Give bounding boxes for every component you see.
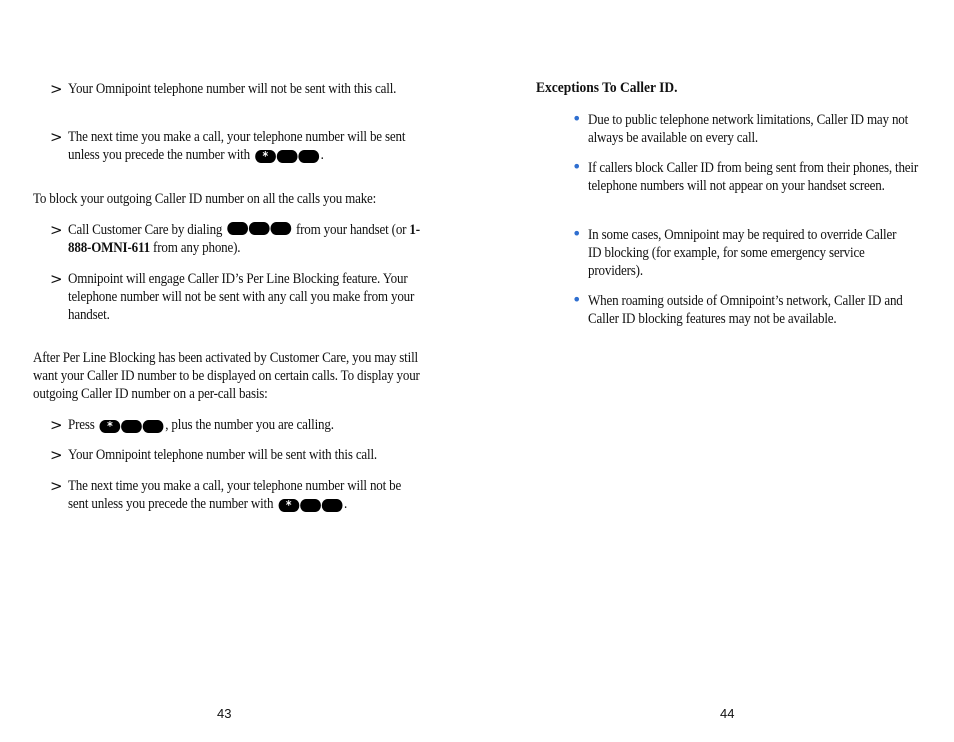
- item-text: Your Omnipoint telephone number will not be sent with this call.: [68, 81, 397, 97]
- key-sequence: [255, 150, 319, 163]
- bullet-text: When roaming outside of Omnipoint’s network, Caller ID and Caller ID blocking features may not be available.: [588, 293, 903, 327]
- phone-number: 1-888-OMNI-611: [68, 222, 420, 256]
- item-text-after: , plus the number you are calling.: [165, 417, 334, 433]
- arrow-marker: >: [50, 270, 63, 288]
- item-text-before: The next time you make a call, your telephone number will not be sent unless you precede the number with: [68, 478, 402, 512]
- item-text-before: The next time you make a call, your telephone number will be sent unless you precede the number with: [68, 129, 406, 163]
- key-sequence: [278, 499, 342, 512]
- star-key-icon: *: [278, 499, 299, 512]
- bullet-icon: •: [572, 109, 582, 128]
- bullet-icon: •: [572, 157, 582, 176]
- page-number: 43: [217, 706, 232, 721]
- key-sequence: [227, 222, 291, 235]
- paragraph: After Per Line Blocking has been activated by Customer Care, you may still want your Caller ID number to be displayed on certain calls. To display your outgoing Caller ID number on a per-call basis:: [33, 350, 420, 402]
- item-text-after: .: [320, 147, 324, 163]
- bullet-text: If callers block Caller ID from being sent from their phones, their telephone numbers will not appear on your handset screen.: [588, 160, 919, 194]
- page-number: 44: [720, 706, 735, 721]
- item-text: Omnipoint will engage Caller ID’s Per Line Blocking feature. Your telephone number will not be sent with any call you make from your handset.: [68, 271, 415, 323]
- star-key-icon: *: [255, 150, 276, 163]
- item-text-before: Call Customer Care by dialing: [68, 222, 223, 238]
- arrow-marker: >: [50, 416, 63, 434]
- arrow-marker: >: [50, 221, 63, 239]
- paragraph: To block your outgoing Caller ID number on all the calls you make:: [33, 191, 377, 207]
- item-text: [68, 221, 433, 257]
- arrow-marker: >: [50, 446, 63, 464]
- bullet-icon: •: [572, 224, 582, 243]
- item-text-after: .: [343, 496, 348, 512]
- bullet-text: Due to public telephone network limitations, Caller ID may not always be available on every call.: [588, 112, 909, 146]
- key-icon: [298, 150, 319, 163]
- key-icon: [300, 499, 321, 512]
- star-key-icon: *: [100, 420, 121, 433]
- right-page: [477, 0, 954, 742]
- bullet-text: In some cases, Omnipoint may be required to override Caller ID blocking (for example, for some emergency service providers).: [588, 227, 897, 279]
- item-text-end: from any phone).: [153, 240, 241, 256]
- key-sequence: [100, 420, 164, 433]
- key-icon: [249, 222, 270, 235]
- item-text: [68, 477, 415, 513]
- item-text-before: Press: [68, 417, 95, 433]
- key-icon: [143, 420, 164, 433]
- key-icon: [227, 222, 248, 235]
- item-text: [68, 416, 428, 434]
- section-heading: Exceptions To Caller ID.: [536, 80, 678, 96]
- arrow-marker: >: [50, 477, 63, 495]
- bullet-icon: •: [572, 290, 582, 309]
- key-icon: [276, 150, 297, 163]
- item-text: [68, 128, 428, 164]
- arrow-marker: >: [50, 128, 63, 146]
- arrow-marker: >: [50, 80, 63, 98]
- item-text-after: from your handset (or: [295, 222, 407, 238]
- key-icon: [121, 420, 142, 433]
- key-icon: [321, 499, 342, 512]
- item-text: Your Omnipoint telephone number will be sent with this call.: [68, 447, 378, 463]
- key-icon: [270, 222, 291, 235]
